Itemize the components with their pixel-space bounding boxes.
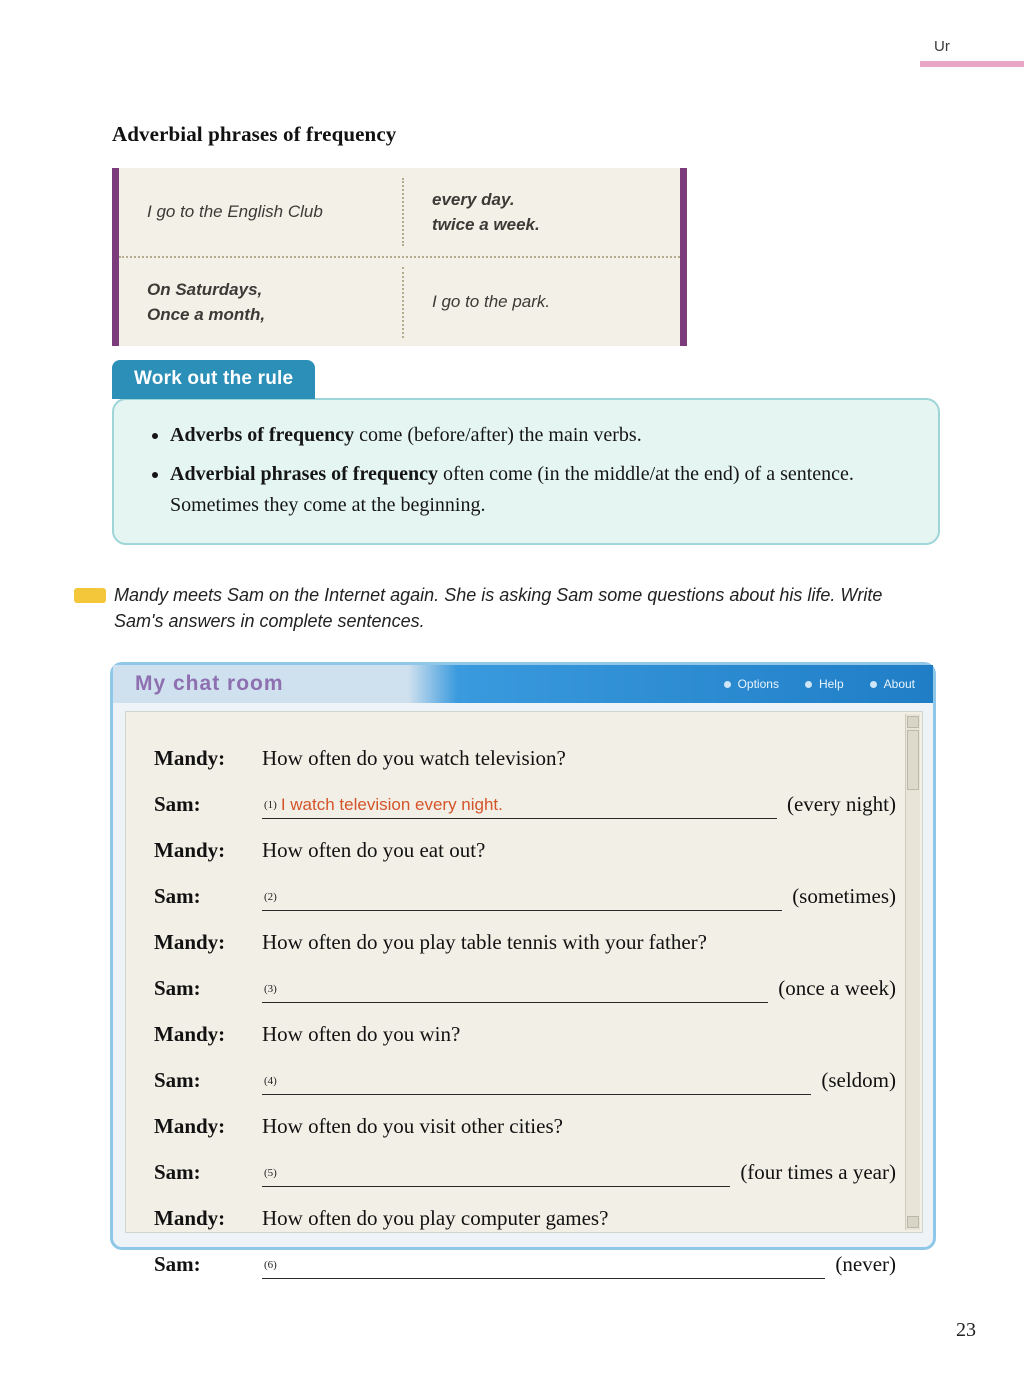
- answer-input[interactable]: [262, 1158, 730, 1187]
- speaker-label-mandy: Mandy:: [154, 746, 226, 770]
- speaker-label-mandy: Mandy:: [154, 1022, 226, 1046]
- rule-box-tab-label: Work out the rule: [112, 360, 315, 399]
- dialog-line-question: [154, 822, 896, 865]
- dialog-line-answer: [154, 1144, 896, 1187]
- speaker-label-sam: Sam:: [154, 1252, 201, 1276]
- answer-wrap: [262, 1250, 896, 1279]
- dialog-line-question: [154, 1190, 896, 1233]
- list-item: [170, 420, 910, 451]
- grammar-text: I go to the park.: [432, 292, 551, 312]
- grammar-text: I go to the English Club: [147, 202, 323, 222]
- rule-box: [112, 398, 940, 545]
- header-rule-line: [920, 61, 1024, 67]
- question-text: How often do you win?: [262, 1022, 461, 1046]
- grammar-cell-subject: [119, 178, 404, 246]
- rule-keyword: Adverbs of frequency: [170, 424, 355, 446]
- answer-wrap: [262, 790, 896, 819]
- chat-titlebar: [113, 665, 933, 703]
- answer-wrap: [262, 974, 896, 1003]
- answer-hint: (never): [835, 1252, 896, 1276]
- grammar-cell-phrases: [119, 267, 404, 338]
- page-header: [824, 38, 1024, 67]
- menu-item-about[interactable]: [870, 677, 915, 691]
- answer-text: I watch television every night.: [280, 795, 503, 814]
- dialog-line-answer: [154, 1052, 896, 1095]
- scroll-up-arrow-icon[interactable]: [907, 716, 919, 728]
- scrollbar-thumb[interactable]: [907, 730, 919, 790]
- menu-item-label: Help: [818, 677, 844, 691]
- speaker-label-sam: Sam:: [154, 792, 201, 816]
- answer-wrap: [262, 1066, 896, 1095]
- rule-text: often come (in the middle/at the end) of a sentence. Sometimes they come at the beginning.: [170, 463, 854, 516]
- menu-item-help[interactable]: [805, 677, 844, 691]
- answer-wrap: [262, 1158, 896, 1187]
- answer-hint: (once a week): [778, 976, 896, 1000]
- page-title: Adverbial phrases of frequency: [112, 122, 397, 146]
- answer-input[interactable]: [262, 882, 782, 911]
- answer-input[interactable]: [262, 790, 777, 819]
- question-text: How often do you eat out?: [262, 838, 486, 862]
- speaker-label-sam: Sam:: [154, 884, 201, 908]
- question-text: How often do you watch television?: [262, 746, 566, 770]
- question-text: How often do you play table tennis with your father?: [262, 930, 707, 954]
- menu-item-label: Options: [737, 677, 779, 691]
- page-number: 23: [956, 1319, 976, 1341]
- scroll-down-arrow-icon[interactable]: [907, 1216, 919, 1228]
- answer-number: (6): [264, 1259, 277, 1271]
- answer-number: (2): [264, 891, 277, 903]
- dialog-line-answer: [154, 1236, 896, 1279]
- answer-number: (4): [264, 1075, 277, 1087]
- table-row: [119, 168, 680, 258]
- speaker-label-mandy: Mandy:: [154, 1114, 226, 1138]
- answer-hint: (every night): [786, 792, 896, 816]
- speaker-label-mandy: Mandy:: [154, 838, 226, 862]
- answer-input[interactable]: [262, 1250, 825, 1279]
- chat-menu-bar: [724, 665, 915, 703]
- dialog-line-question: [154, 1098, 896, 1141]
- dialog-line-question: [154, 914, 896, 957]
- question-text: How often do you play computer games?: [262, 1206, 609, 1230]
- menu-item-label: About: [883, 677, 915, 691]
- answer-input[interactable]: [262, 1066, 811, 1095]
- dialog-line-answer: [154, 868, 896, 911]
- answer-input[interactable]: [262, 974, 768, 1003]
- list-item: [170, 459, 910, 521]
- grammar-cell-subject: [404, 258, 680, 346]
- speaker-label-mandy: Mandy:: [154, 1206, 226, 1230]
- answer-wrap: [262, 882, 896, 911]
- rule-list: [142, 420, 910, 521]
- chat-window: [110, 662, 936, 1276]
- answer-hint: (sometimes): [792, 884, 896, 908]
- menu-item-options[interactable]: [724, 677, 779, 691]
- dialog-line-answer: [154, 776, 896, 819]
- scrollbar-vertical[interactable]: [905, 714, 920, 1230]
- bullet-dot-icon: [870, 681, 877, 688]
- dialog-line-question: [154, 730, 896, 773]
- rule-keyword: Adverbial phrases of frequency: [170, 463, 438, 485]
- answer-number: (5): [264, 1167, 277, 1179]
- speaker-label-sam: Sam:: [154, 976, 201, 1000]
- bullet-dot-icon: [805, 681, 812, 688]
- grammar-cell-phrases: [404, 168, 680, 256]
- dialog-line-question: [154, 1006, 896, 1049]
- exercise-instruction: Mandy meets Sam on the Internet again. She is asking Sam some questions about his life. Write Sam's answers in complete sentences.: [114, 585, 883, 632]
- answer-number: (1): [264, 799, 277, 811]
- speaker-label-sam: Sam:: [154, 1068, 201, 1092]
- answer-hint: (seldom): [821, 1068, 896, 1092]
- question-text: How often do you visit other cities?: [262, 1114, 563, 1138]
- speaker-label-sam: Sam:: [154, 1160, 201, 1184]
- grammar-table: [112, 168, 687, 346]
- chat-window-title: My chat room: [135, 672, 284, 695]
- dialog-line-answer: [154, 960, 896, 1003]
- grammar-text: every day.: [432, 189, 515, 209]
- answer-hint: (four times a year): [740, 1160, 896, 1184]
- rule-text: come (before/after) the main verbs.: [354, 424, 642, 446]
- chat-transcript: [125, 711, 923, 1276]
- grammar-text: Once a month,: [147, 305, 266, 324]
- answer-number: (3): [264, 983, 277, 995]
- speaker-label-mandy: Mandy:: [154, 930, 226, 954]
- grammar-text: On Saturdays,: [147, 279, 263, 299]
- exercise-marker: [74, 588, 106, 603]
- table-row: [119, 258, 680, 346]
- bullet-dot-icon: [724, 681, 731, 688]
- grammar-text: twice a week.: [432, 215, 540, 234]
- unit-label: Ur: [934, 38, 950, 55]
